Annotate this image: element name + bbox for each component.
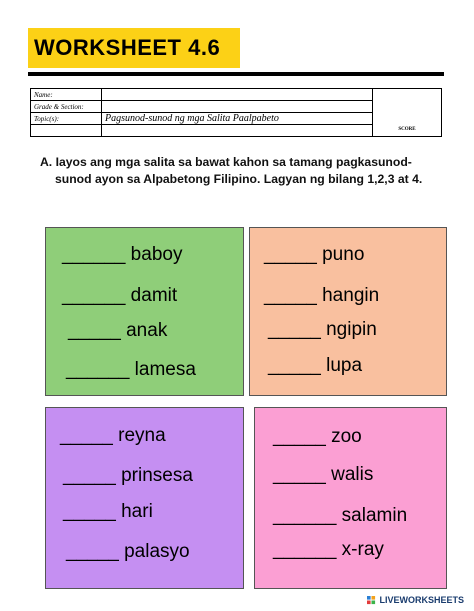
word-item[interactable]: _____ puno xyxy=(264,244,365,265)
topic-label: Topic(s): xyxy=(31,113,102,125)
word-box-1 xyxy=(45,227,244,396)
title-divider xyxy=(28,72,444,76)
word-item[interactable]: _____ hangin xyxy=(264,285,380,306)
grade-field[interactable] xyxy=(102,101,373,113)
brand-name: LIVEWORKSHEETS xyxy=(379,595,464,605)
word-item[interactable]: _____ walis xyxy=(273,464,374,485)
title-banner xyxy=(28,28,240,68)
name-label: Name: xyxy=(31,89,102,101)
word-item[interactable]: ______ lamesa xyxy=(66,359,196,380)
word-item[interactable]: _____ lupa xyxy=(268,355,363,376)
name-field[interactable] xyxy=(102,89,373,101)
word-box-3 xyxy=(45,407,244,589)
page-title: WORKSHEET 4.6 xyxy=(34,35,221,60)
word-item[interactable]: _____ anak xyxy=(68,320,168,341)
word-item[interactable]: _____ palasyo xyxy=(66,541,190,562)
word-item[interactable]: _____ hari xyxy=(63,501,153,522)
word-item[interactable]: _____ ngipin xyxy=(268,319,377,340)
blank-row-cell xyxy=(31,125,102,137)
word-item[interactable]: ______ salamin xyxy=(273,505,408,526)
word-item[interactable]: ______ baboy xyxy=(62,244,183,265)
instruction-line-2: sunod ayon sa Alpabetong Filipino. Lagyan ng bilang 1,2,3 at 4. xyxy=(55,172,423,186)
liveworksheets-logo-icon xyxy=(367,596,376,605)
student-info-table xyxy=(30,88,442,137)
instruction-line-1: A. Iayos ang mga salita sa bawat kahon sa tamang pagkasunod- xyxy=(40,155,412,169)
word-box-2 xyxy=(249,227,447,396)
topic-value: Pagsunod-sunod ng mga Salita Paalpabeto xyxy=(102,113,373,125)
grade-label: Grade & Section: xyxy=(31,101,102,113)
word-box-4 xyxy=(254,407,447,589)
word-item[interactable]: ______ damit xyxy=(62,285,178,306)
footer-brand xyxy=(367,595,464,605)
word-item[interactable]: ______ x-ray xyxy=(273,539,384,560)
instructions xyxy=(40,154,450,188)
word-item[interactable]: _____ zoo xyxy=(273,426,362,447)
blank-row-cell xyxy=(102,125,373,137)
score-label: SCORE xyxy=(373,89,442,137)
word-item[interactable]: _____ reyna xyxy=(60,425,166,446)
word-item[interactable]: _____ prinsesa xyxy=(63,465,193,486)
